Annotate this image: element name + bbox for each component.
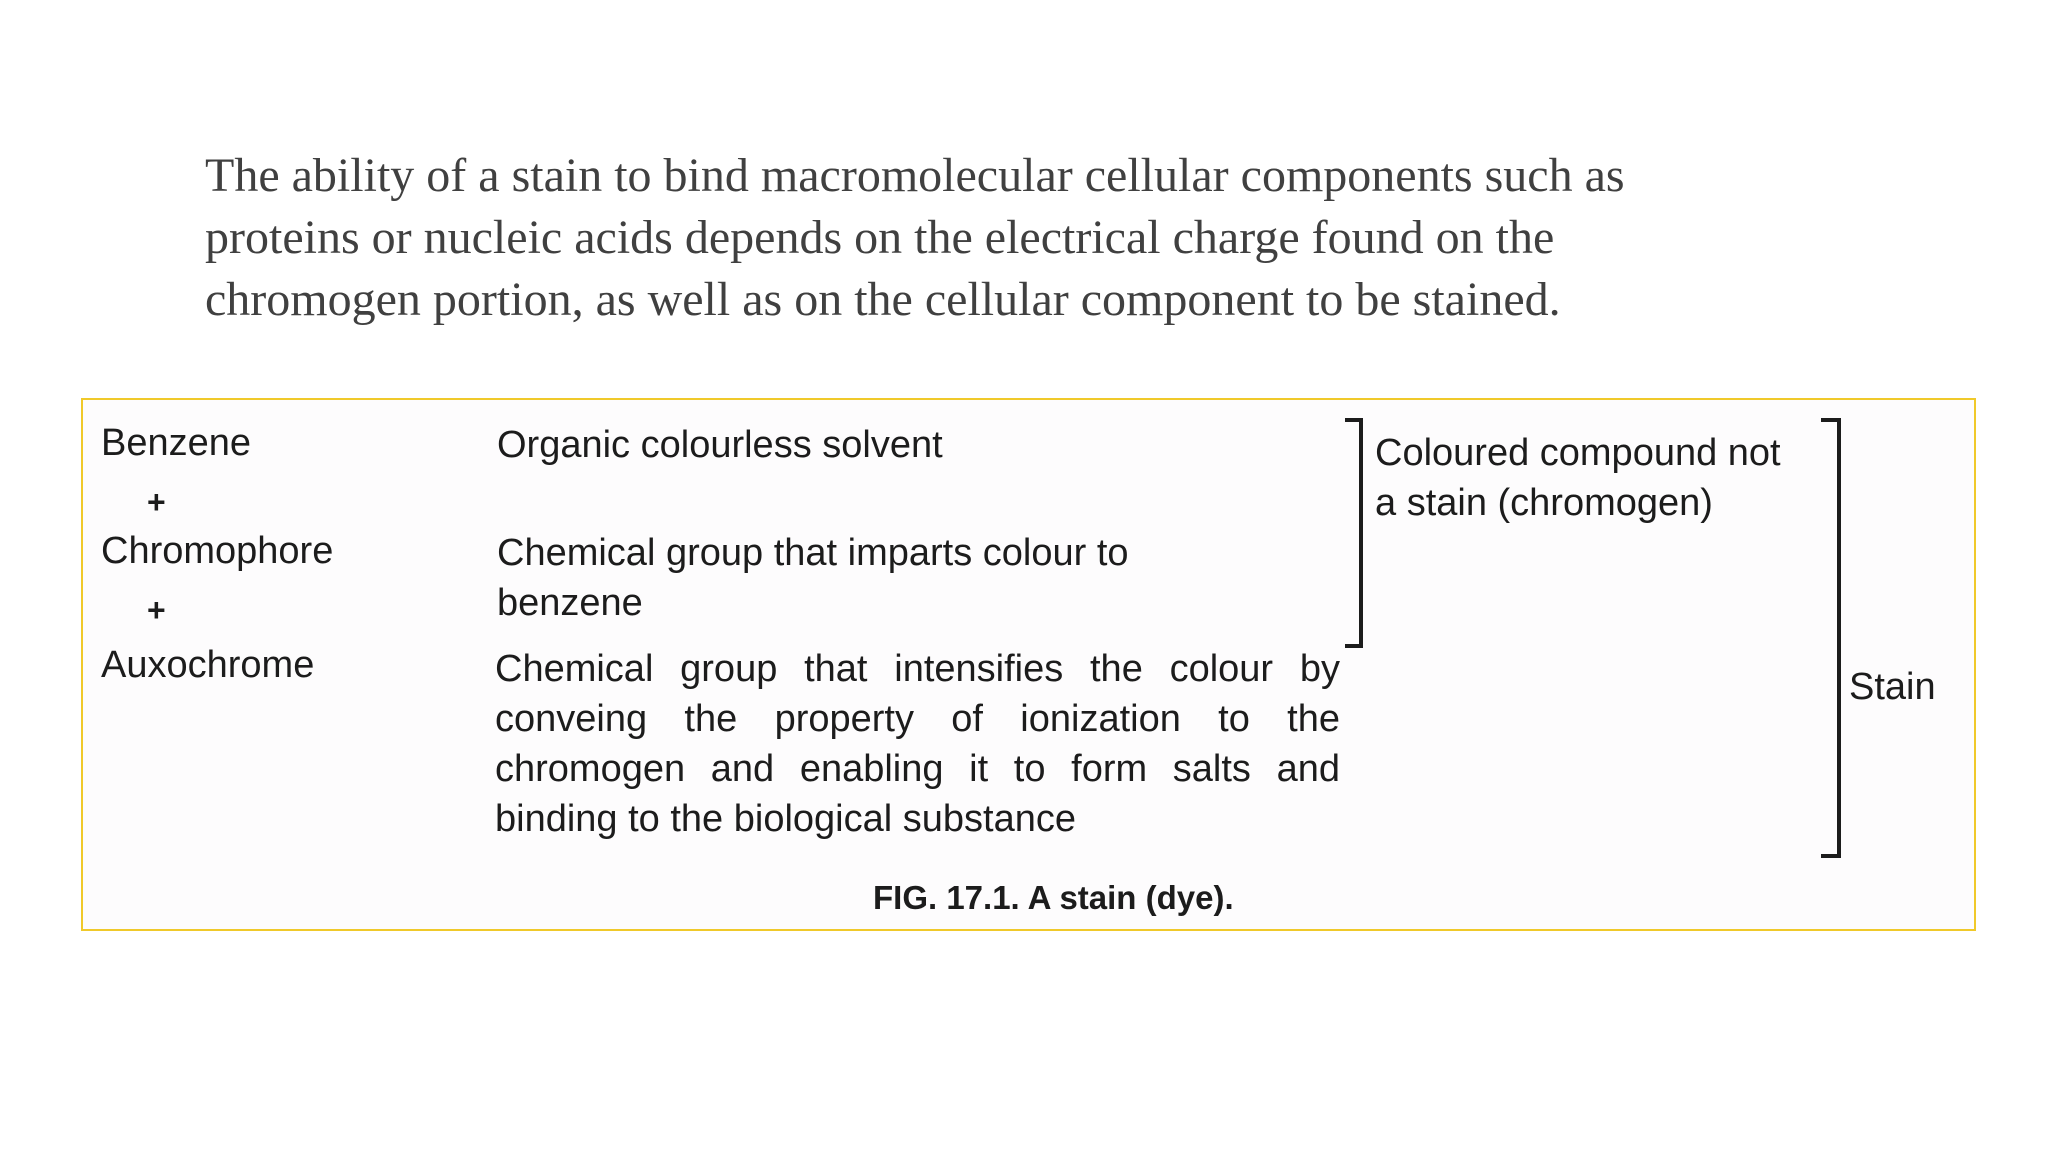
chromogen-label (1375, 428, 1781, 528)
component-chromophore: Chromophore (101, 530, 334, 572)
intro-line: proteins or nucleic acids depends on the electrical charge found on the (205, 211, 1555, 264)
auxochrome-description (495, 644, 1340, 844)
stain-figure (81, 398, 1976, 931)
chromophore-description (497, 528, 1129, 628)
plus-sign: + (147, 592, 166, 628)
figure-caption: FIG. 17.1. A stain (dye). (873, 879, 1234, 916)
description-line: conveing the property of ionization to the (495, 698, 1340, 740)
chromogen-bracket (1345, 418, 1363, 648)
benzene-description (497, 420, 943, 470)
intro-paragraph (205, 145, 1805, 331)
stain-bracket (1821, 418, 1841, 858)
plus-sign: + (147, 484, 166, 520)
chromogen-label-line: Coloured compound not (1375, 432, 1781, 474)
stain-label: Stain (1849, 666, 1936, 708)
description-line: benzene (497, 582, 643, 624)
description-line: Chemical group that imparts colour to (497, 532, 1129, 574)
chromogen-label-line: a stain (chromogen) (1375, 482, 1713, 524)
intro-line: The ability of a stain to bind macromolecular cellular components such as (205, 149, 1625, 202)
component-auxochrome: Auxochrome (101, 644, 315, 686)
intro-line: chromogen portion, as well as on the cellular component to be stained. (205, 273, 1561, 326)
description-line: binding to the biological substance (495, 798, 1076, 840)
description-line: Chemical group that intensifies the colour by (495, 648, 1340, 690)
description-line: Organic colourless solvent (497, 424, 943, 466)
description-line: chromogen and enabling it to form salts and (495, 748, 1340, 790)
component-benzene: Benzene (101, 422, 252, 464)
